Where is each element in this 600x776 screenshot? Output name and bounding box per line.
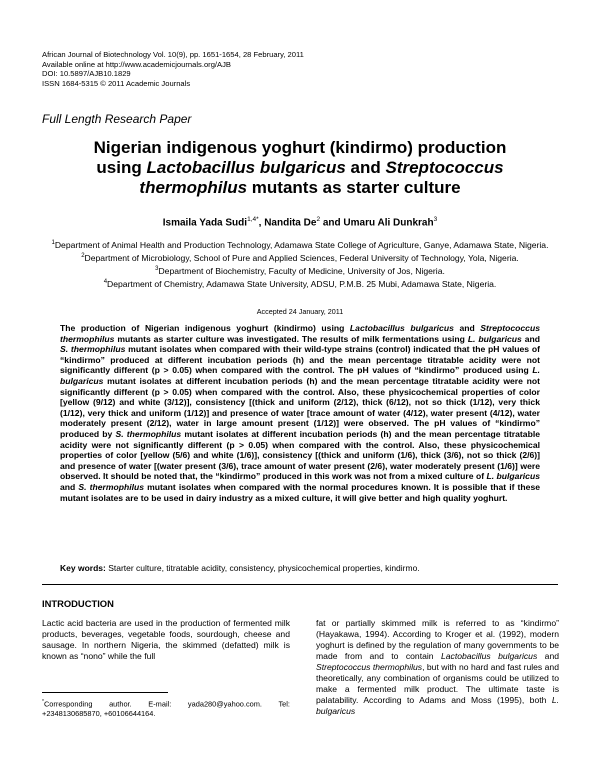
author-sup: 1,4* — [247, 216, 259, 223]
author-sup: 3 — [433, 216, 438, 223]
title-line-1: Nigerian indigenous yoghurt (kindirmo) production — [93, 138, 507, 157]
affiliation-sup: 3 — [155, 265, 159, 272]
author-name: Umaru Ali Dunkrah — [343, 217, 434, 229]
affiliation-text: Department of Chemistry, Adamawa State University, ADSU, P.M.B. 25 Mubi, Adamawa State, Nigeria. — [107, 278, 497, 289]
affiliations — [42, 238, 558, 289]
abstract — [60, 323, 540, 503]
affiliation-sup: 4 — [103, 278, 108, 285]
affiliation — [42, 238, 558, 251]
footnote-sup: * — [42, 699, 44, 705]
abstract-text: mutant isolates at different incubation periods (h) and the mean percentage titratable acidity were not significantly different (p > 0.05) when compared with the control. Also, these physicochemical properties of color [yellow (5/6) and white (1/6)], consistency [(thick and uniform (1/6), thick (3/6), not so thick (2/6)] and presence of water [(water present (3/6), trace amount of water present (2/6), water moderately present (1/6)] were observed. It should be noted that, the “kindirmo” produced in this work was not from a mixed culture of — [60, 428, 540, 482]
abstract-species: L. bulgaricus — [60, 365, 540, 386]
section-divider — [42, 584, 558, 585]
title-text: and — [345, 158, 386, 177]
paper-title — [42, 138, 558, 198]
abstract-text: and — [453, 323, 481, 333]
affiliation — [42, 264, 558, 277]
keywords — [60, 563, 540, 573]
journal-doi: DOI: 10.5897/AJB10.1829 — [42, 69, 131, 79]
abstract-species: L. bulgaricus — [486, 471, 540, 482]
footnote-divider — [42, 692, 168, 693]
abstract-species: L. bulgaricus — [467, 333, 522, 344]
intro-species: Streptococcus thermophilus — [316, 662, 423, 672]
footnote — [42, 697, 290, 719]
title-line-2 — [42, 158, 558, 178]
journal-online: Available online at http://www.academicjournals.org/AJB — [42, 59, 231, 69]
title-text: using — [96, 158, 147, 177]
footnote-text: Corresponding author. E-mail: yada280@yahoo.com. Tel: +2348130685870, +60106644164. — [42, 699, 290, 719]
intro-species: L. bulgaricus — [316, 695, 559, 716]
author-sep: , — [258, 217, 265, 229]
abstract-text: and — [521, 333, 540, 344]
abstract-text: mutant isolates at different incubation periods (h) and the mean percentage titratable acidity were not significantly different (p > 0.05) when compared with the control. Also, these physicochemical properties of color [yellow (9/12) and white (3/12)], consistency [(thick and uniform (2/12), thick (6/12), not so thick (1/12), very thick (1/12), very thick and uniform (1/12)] and presence of water [trace amount of water (4/12), water present (4/12), water moderately present (2/12), water in large amount present (1/12)] were observed. The pH values of “kindirmo” produced by — [60, 375, 540, 439]
affiliation-text: Department of Animal Health and Production Technology, Adamawa State College of Agriculture, Ganye, Adamawa State, Nigeria. — [54, 239, 549, 250]
abstract-text: The production of Nigerian indigenous yoghurt (kindirmo) using — [60, 323, 350, 333]
author-sep: and — [320, 217, 344, 229]
intro-species: Lactobacillus bulgaricus — [440, 651, 538, 661]
author-name: Nandita De — [264, 217, 317, 229]
abstract-species: Lactobacillus bulgaricus — [349, 323, 454, 333]
abstract-text: mutants as starter culture was investigated. The results of milk fermentations using — [114, 333, 468, 344]
keywords-text: Starter culture, titratable acidity, consistency, physicochemical properties, kindirmo. — [105, 563, 420, 573]
introduction-left-column: Lactic acid bacteria are used in the production of fermented milk products, beverages, vegetable foods, sourdough, cheese and sausage. In northern Nigeria, the skimmed (defatted) milk is known as “nono” while the full — [42, 618, 290, 661]
author-sup: 2 — [316, 216, 321, 223]
title-line-3 — [42, 178, 558, 198]
abstract-species: S. thermophilus — [60, 344, 126, 355]
keywords-label: Key words: — [60, 563, 106, 573]
introduction-heading: INTRODUCTION — [42, 598, 114, 609]
title-species: thermophilus — [139, 178, 248, 197]
affiliation — [42, 251, 558, 264]
affiliation-sup: 1 — [51, 240, 55, 246]
abstract-species: S. thermophilus — [115, 428, 182, 439]
affiliation-sup: 2 — [81, 252, 85, 259]
paper-type: Full Length Research Paper — [42, 112, 192, 126]
journal-header — [42, 50, 304, 88]
affiliation — [42, 277, 558, 290]
journal-citation: African Journal of Biotechnology Vol. 10(9), pp. 1651-1654, 28 February, 2011 — [42, 50, 304, 59]
author-list — [42, 216, 558, 228]
abstract-text: mutant isolates when compared with the normal procedures known. It is possible that if these mutant isolates are to be used in dairy industry as a mixed culture, it will give better and high quality yoghurt. — [60, 481, 541, 503]
title-text: mutants as starter culture — [247, 178, 461, 197]
affiliation-text: Department of Microbiology, School of Pure and Applied Sciences, Federal University of Technology, Yola, Nigeria. — [84, 252, 519, 263]
author-name: Ismaila Yada Sudi — [162, 217, 248, 229]
abstract-text: and — [60, 481, 79, 492]
title-species: Streptococcus — [385, 158, 504, 177]
journal-issn: ISSN 1684-5315 © 2011 Academic Journals — [42, 78, 191, 88]
abstract-species: Streptococcus thermophilus — [60, 323, 540, 344]
intro-text: fat or partially skimmed milk is referred to as “kindirmo” (Hayakawa, 1994). According to Kroger et al. (1992), modern yoghurt is defined by the regulation of many governments to be made from and to contain — [316, 618, 559, 661]
abstract-species: S. thermophilus — [78, 481, 145, 492]
intro-text: , but with no hard and fast rules and theoretically, any combination of organisms could be utilized to make a fermented milk product. The ultimate taste is palatability. According to Adams and Moss (1995), both — [316, 662, 559, 705]
intro-text: and — [537, 651, 560, 661]
abstract-text: mutant isolates when compared with their wild-type strains (control) indicated that the pH values of “kindirmo” produced at different incubation periods (h) and the mean percentage titratable acidity were not significantly different (p > 0.05) when compared with the control. The pH values of “kindirmo” produced using — [60, 344, 541, 376]
accepted-date: Accepted 24 January, 2011 — [256, 307, 344, 316]
introduction-right-column — [316, 618, 559, 717]
title-species: Lactobacillus bulgaricus — [146, 158, 346, 177]
affiliation-text: Department of Biochemistry, Faculty of Medicine, University of Jos, Nigeria. — [158, 265, 445, 276]
